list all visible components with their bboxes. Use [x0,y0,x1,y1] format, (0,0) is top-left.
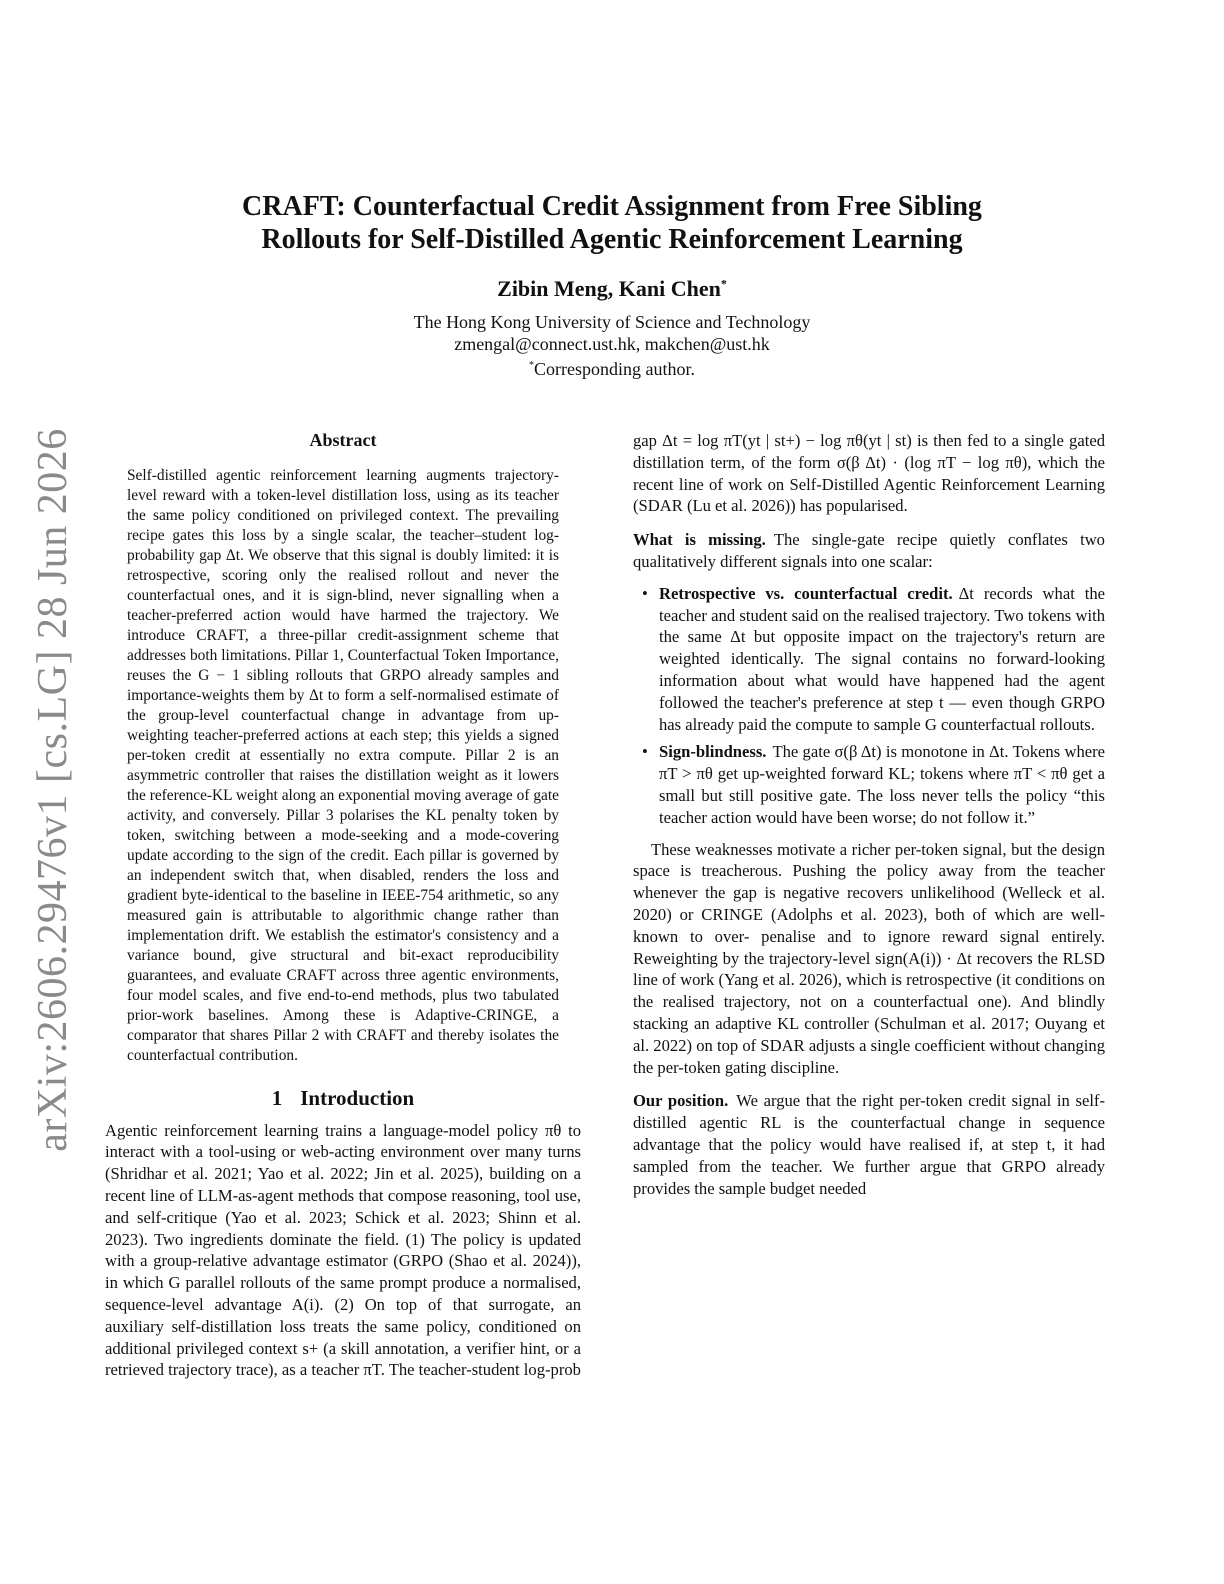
bullet-text: The gate σ(β Δt) is monotone in Δt. Tokens where πT > πθ get up-weighted forward KL; tokens where πT < πθ get a small but still positive gate. The loss never tells the policy “this teacher action would have been worse; do not follow it.” [659,742,1105,827]
what-is-missing-heading: What is missing. [633,530,766,550]
list-item [659,741,1105,828]
what-is-missing-text: The single-gate recipe quietly conflates two qualitatively different signals into one scalar: [633,530,1105,571]
limitation-list [633,583,1105,829]
list-item [659,583,1105,736]
section-heading-introduction [105,1085,581,1110]
title-line-1: CRAFT: Counterfactual Credit Assignment from Free Sibling [242,191,982,222]
what-is-missing-paragraph [633,529,1105,573]
left-column [105,430,581,1381]
right-column [633,430,1105,1199]
introduction-paragraph-1-continued: gap Δt = log πT(yt | st+) − log πθ(yt | st) is then fed to a single gated distillation term, of the form σ(β Δt) · (log πT − log πθ), which the recent line of work on Self-Distilled Agentic Reinforcement Learning (SDAR (Lu et al. 2026)) has popularised. [633,431,1105,516]
corresponding-text: Corresponding author. [534,359,695,379]
paper-title [150,190,1074,256]
arxiv-identifier-text: arXiv:2606.29476v1 [cs.LG] 28 Jun 2026 [30,428,76,1152]
affiliation: The Hong Kong University of Science and Technology [413,312,811,332]
weaknesses-paragraph: These weaknesses motivate a richer per-token signal, but the design space is treacherous. Pushing the policy away from the teacher whenever the gap is negative recovers unlikelihood (Welleck et al. 2020) or CRINGE (Adolphs et al. 2023), both of which are well-known to over- penalise and to ignore reward signal entirely. Reweighting by the trajectory-level sign(A(i)) · Δt recovers the RLSD line of work (Yang et al. 2026), which is retrospective (it conditions on the realised trajectory, not on a counterfactual one). And blindly stacking an adaptive KL controller (Schulman et al. 2017; Ouyang et al. 2022) on top of SDAR adjusts a single coefficient without changing the per-token gating discipline. [633,839,1105,1077]
abstract-text: Self-distilled agentic reinforcement learning augments trajectory-level reward with a token-level distillation loss, using as its teacher the same policy conditioned on privileged context. The prevailing recipe gates this loss by a single scalar, the teacher–student log-probability gap Δt. We observe that this signal is doubly limited: it is retrospective, scoring only the realised rollout and never the counterfactual ones, and it is sign-blind, never signalling when a teacher-preferred action would have harmed the trajectory. We introduce CRAFT, a three-pillar credit-assignment scheme that addresses both limitations. Pillar 1, Counterfactual Token Importance, reuses the G − 1 sibling rollouts that GRPO already samples and importance-weights them by Δt to form a self-normalised estimate of the group-level counterfactual change in advantage from up-weighting teacher-preferred actions at each step; this yields a signed per-token credit at essentially no extra compute. Pillar 2 is an asymmetric controller that raises the distillation weight as it lowers the reference-KL weight along an exponential moving average of gate activity, and conversely. Pillar 3 polarises the KL penalty token by token, switching between a mode-seeking and a mode-covering update according to the sign of the credit. Each pillar is governed by an independent switch that, when disabled, renders the loss and gradient byte-identical to the baseline in IEEE-754 arithmetic, so any measured gain is attributable to algorithmic change rather than implementation drift. We establish the estimator's consistency and a variance bound, give structural and bit-exact reproducibility guarantees, and evaluate CRAFT across three agentic environments, four model scales, and five end-to-end methods, plus two tabulated prior-work baselines. Among these is Adaptive-CRINGE, a comparator that shares Pillar 2 with CRAFT and thereby isolates the counterfactual contribution. [127,466,559,1064]
bullet-text: Δt records what the teacher and student said on the realised trajectory. Two tokens with the same Δt but opposite impact on the trajectory's return are weighted identically. The signal contains no forward-looking information about what would have happened had the agent followed the teacher's preference at step t — even though GRPO has already paid the compute to sample G counterfactual rollouts. [659,583,1105,734]
bullet-lead: Sign-blindness. [659,742,767,762]
introduction-paragraph-1: Agentic reinforcement learning trains a language-model policy πθ to interact with a tool-using or web-acting environment over many turns (Shridhar et al. 2021; Yao et al. 2022; Jin et al. 2025), building on a recent line of LLM-as-agent methods that compose reasoning, tool use, and self-critique (Yao et al. 2023; Schick et al. 2023; Shinn et al. 2023). Two ingredients dominate the field. (1) The policy is updated with a group-relative advantage estimator (GRPO (Shao et al. 2024)), in which G parallel rollouts of the same prompt produce a normalised, sequence-level advantage A(i). (2) On top of that surrogate, an auxiliary self-distillation loss treats the same policy, conditioned on additional privileged context s+ (a skill annotation, a verifier hint, or a retrieved trajectory trace), as a teacher πT. The teacher-student log-prob [105,1120,581,1380]
arxiv-identifier-stamp [28,428,78,1152]
author-list [150,276,1074,302]
author-emails: zmengal@connect.ust.hk, makchen@ust.hk [454,334,770,354]
our-position-paragraph [633,1090,1105,1199]
corresponding-mark: * [529,360,534,371]
section-title: Introduction [300,1085,415,1110]
author-names: Zibin Meng, Kani Chen [497,276,721,301]
corresponding-note [150,355,1074,380]
our-position-text: We argue that the right per-token credit signal in self-distilled agentic RL is the counterfactual change in sequence advantage that the policy would have realised if, at step t, it had sampled from the teacher. We further argue that GRPO already provides the sample budget needed [633,1091,1105,1198]
bullet-lead: Retrospective vs. counterfactual credit. [659,583,953,603]
abstract-heading: Abstract [309,430,377,450]
section-number: 1 [271,1085,283,1110]
author-footnote-mark: * [720,276,727,291]
title-line-2: Rollouts for Self-Distilled Agentic Reinforcement Learning [261,224,963,255]
affiliation-block [150,311,1074,380]
our-position-heading: Our position. [633,1091,729,1111]
